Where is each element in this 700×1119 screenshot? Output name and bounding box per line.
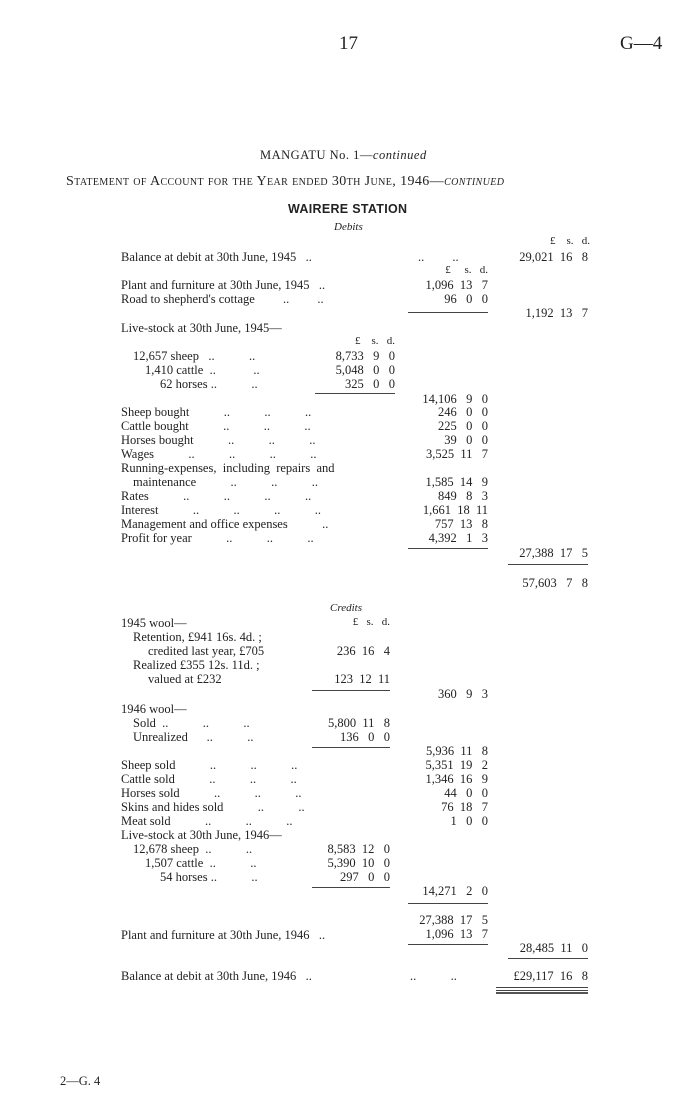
sheep-sold-amount: 5,351 19 2 — [425, 758, 488, 772]
debits-mid-units: £ s. d. — [445, 264, 488, 276]
wool-1946-sold-label: Sold .. .. .. — [133, 716, 250, 730]
wages-amount: 3,525 11 7 — [425, 447, 488, 461]
balance-1946-amount: £29,117 16 8 — [513, 969, 588, 983]
running-expenses-amount: 1,585 14 9 — [425, 475, 488, 489]
statement-title-text: Statement of Account for the Year ended 30th June, 1946— — [66, 174, 445, 189]
meat-sold-label: Meat sold .. .. .. — [121, 814, 293, 828]
debits-heading: Debits — [334, 221, 363, 233]
livestock-1945-cattle-amount: 5,048 0 0 — [335, 363, 395, 377]
main-title — [260, 149, 427, 162]
rule — [408, 903, 488, 904]
statement-title-continued: continued — [444, 174, 505, 189]
statement-title — [66, 175, 504, 189]
main-title-continued: continued — [372, 148, 427, 162]
wool-1946-label: 1946 wool— — [121, 702, 187, 716]
skins-hides-amount: 76 18 7 — [441, 800, 488, 814]
horses-bought-label: Horses bought .. .. .. — [121, 433, 316, 447]
wool-retention-amount: 236 16 4 — [336, 644, 390, 658]
wool-realized-line1: Realized £355 12s. 11d. ; — [133, 658, 260, 672]
plant-1946-amount: 1,096 13 7 — [425, 927, 488, 941]
wool-1946-unrealized-amount: 136 0 0 — [340, 730, 390, 744]
plant-1945-label: Plant and furniture at 30th June, 1945 .. — [121, 278, 326, 292]
running-expenses-label-2: maintenance .. .. .. — [133, 475, 319, 489]
cattle-sold-label: Cattle sold .. .. .. — [121, 772, 297, 786]
livestock-1946-sheep-label: 12,678 sheep .. .. — [133, 842, 253, 856]
horses-bought-amount: 39 0 0 — [444, 433, 488, 447]
rule — [508, 958, 588, 959]
horses-sold-amount: 44 0 0 — [444, 786, 488, 800]
road-label: Road to shepherd's cottage .. .. — [121, 292, 324, 306]
document-reference: G—4 — [620, 33, 663, 54]
management-label: Management and office expenses .. — [121, 517, 329, 531]
main-title-text: MANGATU No. 1— — [260, 148, 373, 162]
debits-subtotal: 27,388 17 5 — [519, 546, 588, 560]
page-number: 17 — [339, 33, 358, 54]
debits-top-units: £ s. d. — [549, 235, 590, 247]
livestock-1945-total: 14,106 9 0 — [422, 392, 488, 406]
wool-1946-total: 5,936 11 8 — [425, 744, 488, 758]
cattle-bought-amount: 225 0 0 — [438, 419, 488, 433]
rule — [312, 747, 390, 748]
wool-1945-total: 360 9 3 — [438, 687, 488, 701]
balance-1946-label: Balance at debit at 30th June, 1946 .. — [121, 969, 312, 983]
rule — [408, 548, 488, 549]
credits-units: £ s. d. — [352, 616, 390, 628]
livestock-1946-total: 14,271 2 0 — [422, 884, 488, 898]
rule — [408, 944, 488, 945]
livestock-1946-cattle-amount: 5,390 10 0 — [327, 856, 390, 870]
balance-1946-dots: .. .. — [410, 969, 457, 983]
livestock-1946-sheep-amount: 8,583 12 0 — [327, 842, 390, 856]
rule — [312, 887, 390, 888]
livestock-1945-sheep-label: 12,657 sheep .. .. — [133, 349, 256, 363]
plant-road-total: 1,192 13 7 — [525, 306, 588, 320]
livestock-1946-horses-label: 54 horses .. .. — [160, 870, 258, 884]
station-title: WAIRERE STATION — [288, 202, 408, 216]
livestock-1946-horses-amount: 297 0 0 — [340, 870, 390, 884]
interest-amount: 1,661 18 11 — [422, 503, 488, 517]
livestock-1946-label: Live-stock at 30th June, 1946— — [121, 828, 282, 842]
wool-1945-label: 1945 wool— — [121, 616, 187, 630]
thick-rule — [496, 992, 588, 994]
wool-retention-line2: credited last year, £705 — [148, 644, 265, 658]
credits-heading: Credits — [330, 602, 362, 614]
skins-hides-label: Skins and hides sold .. .. — [121, 800, 305, 814]
horses-sold-label: Horses sold .. .. .. — [121, 786, 302, 800]
running-expenses-label-1: Running-expenses, including repairs and — [121, 461, 335, 475]
wool-realized-amount: 123 12 11 — [334, 672, 390, 686]
footer-reference: 2—G. 4 — [60, 1074, 101, 1088]
sheep-bought-label: Sheep bought .. .. .. — [121, 405, 312, 419]
cattle-bought-label: Cattle bought .. .. .. — [121, 419, 311, 433]
meat-sold-amount: 1 0 0 — [450, 814, 488, 828]
rates-label: Rates .. .. .. .. — [121, 489, 312, 503]
cattle-sold-amount: 1,346 16 9 — [425, 772, 488, 786]
profit-label: Profit for year .. .. .. — [121, 531, 314, 545]
sheep-sold-label: Sheep sold .. .. .. — [121, 758, 298, 772]
plant-1946-label: Plant and furniture at 30th June, 1946 .. — [121, 928, 326, 942]
balance-1945-dots: .. .. — [418, 250, 459, 264]
road-amount: 96 0 0 — [444, 292, 488, 306]
rule — [408, 312, 488, 313]
balance-1945-amount: 29,021 16 8 — [519, 250, 588, 264]
profit-amount: 4,392 1 3 — [428, 531, 488, 545]
debits-grand-total: 57,603 7 8 — [522, 576, 588, 590]
rule — [315, 393, 395, 394]
double-rule — [496, 987, 588, 991]
wages-label: Wages .. .. .. .. — [121, 447, 317, 461]
wool-realized-line2: valued at £232 — [148, 672, 222, 686]
livestock-1945-sheep-amount: 8,733 9 0 — [335, 349, 395, 363]
wool-1946-unrealized-label: Unrealized .. .. — [133, 730, 254, 744]
livestock-1945-horses-amount: 325 0 0 — [345, 377, 395, 391]
rule — [312, 690, 390, 691]
livestock-1945-cattle-label: 1,410 cattle .. .. — [145, 363, 260, 377]
wool-retention-line1: Retention, £941 16s. 4d. ; — [133, 630, 262, 644]
credits-subtotal: 27,388 17 5 — [419, 913, 488, 927]
plant-1945-amount: 1,096 13 7 — [425, 278, 488, 292]
interest-label: Interest .. .. .. .. — [121, 503, 321, 517]
livestock-1946-cattle-label: 1,507 cattle .. .. — [145, 856, 257, 870]
rates-amount: 849 8 3 — [438, 489, 488, 503]
management-amount: 757 13 8 — [434, 517, 488, 531]
balance-1945-label: Balance at debit at 30th June, 1945 .. — [121, 250, 312, 264]
livestock-1945-units: £ s. d. — [354, 335, 395, 347]
wool-1946-sold-amount: 5,800 11 8 — [327, 716, 390, 730]
credits-total: 28,485 11 0 — [519, 941, 588, 955]
livestock-1945-horses-label: 62 horses .. .. — [160, 377, 258, 391]
sheep-bought-amount: 246 0 0 — [438, 405, 488, 419]
rule — [508, 564, 588, 565]
livestock-1945-label: Live-stock at 30th June, 1945— — [121, 321, 282, 335]
